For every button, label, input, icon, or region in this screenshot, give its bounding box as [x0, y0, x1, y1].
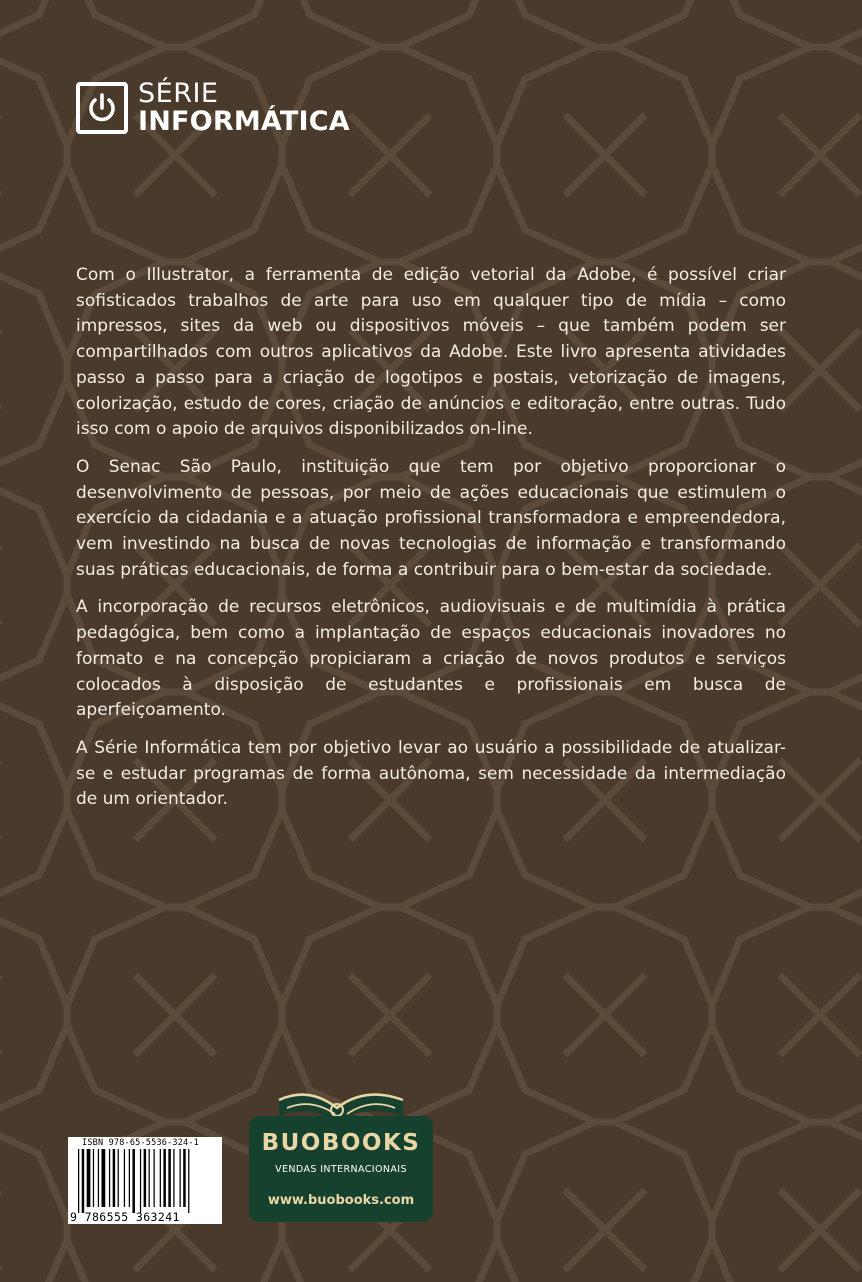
back-cover-text — [76, 263, 786, 825]
isbn-barcode — [68, 1137, 222, 1224]
paragraph: O Senac São Paulo, instituição que tem por objetivo proporcionar o desenvolvimento de pessoas, por meio de ações educacionais que estimulem o exercício da cidadania e a atuação profissional transformadora e empreendedora, vem investindo na busca de novas tecnologias de informação e transformando suas práticas educacionais, de forma a contribuir para o bem-estar da sociedade. — [76, 456, 786, 580]
paragraph: A incorporação de recursos eletrônicos, audiovisuais e de multimídia à prática pedagógica, bem como a implantação de espaços educacionais inovadores no formato e na concepção propiciaram a criação de novos produtos e serviços colocados à disposição de estudantes e profissionais em busca de aperfeiçoamento. — [76, 597, 786, 721]
badge-brand: BUOBOOKS — [261, 1130, 421, 1156]
logo-wordmark — [138, 80, 350, 135]
barcode-digits: 9 786555 363241 — [70, 1210, 180, 1224]
power-icon — [76, 82, 128, 134]
logo-line2: INFORMÁTICA — [138, 106, 350, 137]
badge-subtitle: VENDAS INTERNACIONAIS — [275, 1164, 407, 1175]
logo-line1: SÉRIE — [138, 78, 219, 109]
serie-informatica-logo — [76, 80, 350, 135]
isbn-label: ISBN 978-65-5536-324-1 — [82, 1138, 199, 1148]
badge-url: www.buobooks.com — [267, 1193, 415, 1208]
paragraph: Com o Illustrator, a ferramenta de edição vetorial da Adobe, é possível criar sofisticados trabalhos de arte para uso em qualquer tipo de mídia – como impressos, sites da web ou dispositivos móveis – que também podem ser compartilhados com outros aplicativos da Adobe. Este livro apresenta atividades passo a passo para a criação de logotipos e postais, vetorização de imagens, colorização, estudo de cores, criação de anúncios e editoração, entre outras. Tudo isso com o apoio de arquivos disponibilizados on-line. — [76, 265, 786, 440]
paragraph: A Série Informática tem por objetivo levar ao usuário a possibilidade de atualizar-se e estudar programas de forma autônoma, sem necessidade da intermediação de um orientador. — [76, 737, 786, 810]
buobooks-badge — [249, 1086, 433, 1222]
